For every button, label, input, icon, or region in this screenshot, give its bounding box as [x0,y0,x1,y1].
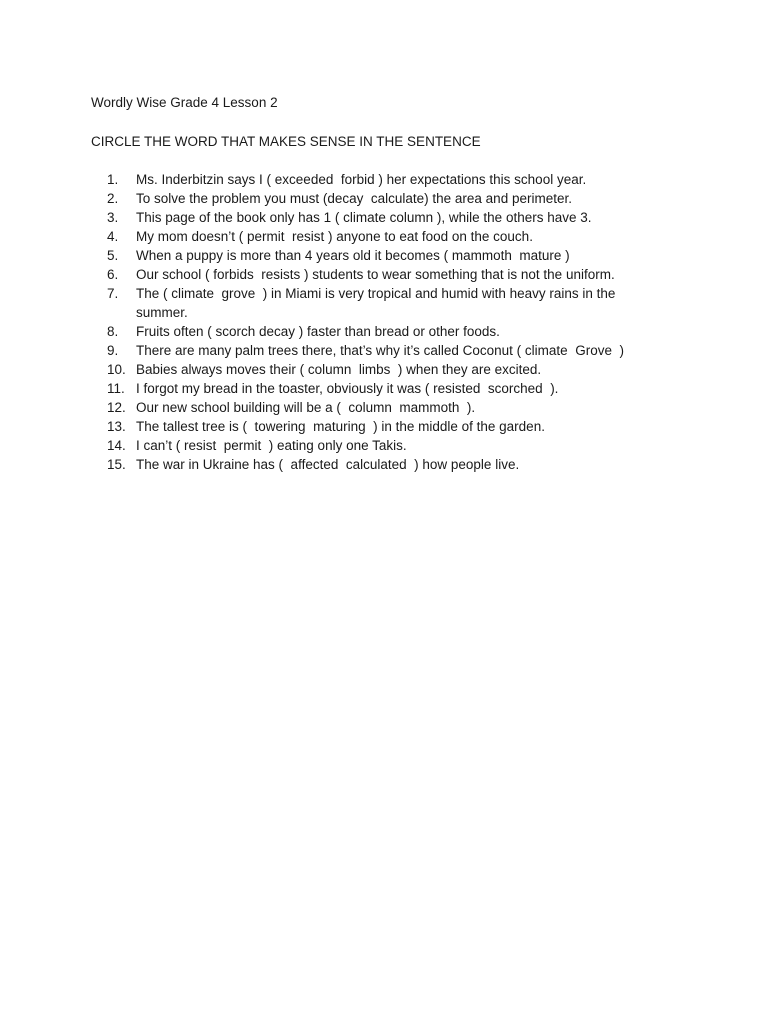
question-text: The war in Ukraine has ( affected calculated ) how people live. [136,457,520,472]
question-item [107,417,652,436]
question-number: 12. [107,400,126,415]
question-number: 14. [107,438,126,453]
question-item [107,170,652,189]
question-number: 13. [107,419,126,434]
question-number: 15. [107,457,126,472]
question-number: 6. [107,267,119,282]
question-item [107,379,652,398]
document-title: Wordly Wise Grade 4 Lesson 2 [91,95,278,110]
question-number: 5. [107,248,119,263]
question-item [107,208,652,227]
question-number: 11. [107,381,125,396]
question-text: Our new school building will be a ( column mammoth ). [136,400,476,415]
question-number: 7. [107,286,119,301]
question-number: 3. [107,210,119,225]
question-text: Fruits often ( scorch decay ) faster than bread or other foods. [136,324,500,339]
question-text: Babies always moves their ( column limbs ) when they are excited. [136,362,542,377]
question-text: The ( climate grove ) in Miami is very tropical and humid with heavy rains in the summer. [136,286,620,320]
question-text: There are many palm trees there, that’s why it’s called Coconut ( climate Grove ) [136,343,624,358]
question-item [107,227,652,246]
question-item [107,398,652,417]
question-text: This page of the book only has 1 ( climate column ), while the others have 3. [136,210,592,225]
question-text: The tallest tree is ( towering maturing ) in the middle of the garden. [136,419,545,434]
question-text: Our school ( forbids resists ) students to wear something that is not the uniform. [136,267,615,282]
question-text: Ms. Inderbitzin says I ( exceeded forbid ) her expectations this school year. [136,172,587,187]
question-item [107,436,652,455]
question-item [107,360,652,379]
question-number: 2. [107,191,119,206]
question-text: I can’t ( resist permit ) eating only one Takis. [136,438,407,453]
question-number: 10. [107,362,126,377]
question-item [107,341,652,360]
question-text: I forgot my bread in the toaster, obviously it was ( resisted scorched ). [136,381,559,396]
question-text: To solve the problem you must (decay calculate) the area and perimeter. [136,191,572,206]
question-number: 4. [107,229,119,244]
question-item [107,189,652,208]
question-number: 8. [107,324,119,339]
question-item [107,455,652,474]
question-text: When a puppy is more than 4 years old it becomes ( mammoth mature ) [136,248,570,263]
question-list [107,170,652,474]
question-text: My mom doesn’t ( permit resist ) anyone to eat food on the couch. [136,229,533,244]
question-item [107,265,652,284]
question-number: 9. [107,343,119,358]
question-number: 1. [107,172,119,187]
question-item [107,322,652,341]
instructions-heading: CIRCLE THE WORD THAT MAKES SENSE IN THE SENTENCE [91,134,481,149]
question-item [107,284,652,322]
question-item [107,246,652,265]
